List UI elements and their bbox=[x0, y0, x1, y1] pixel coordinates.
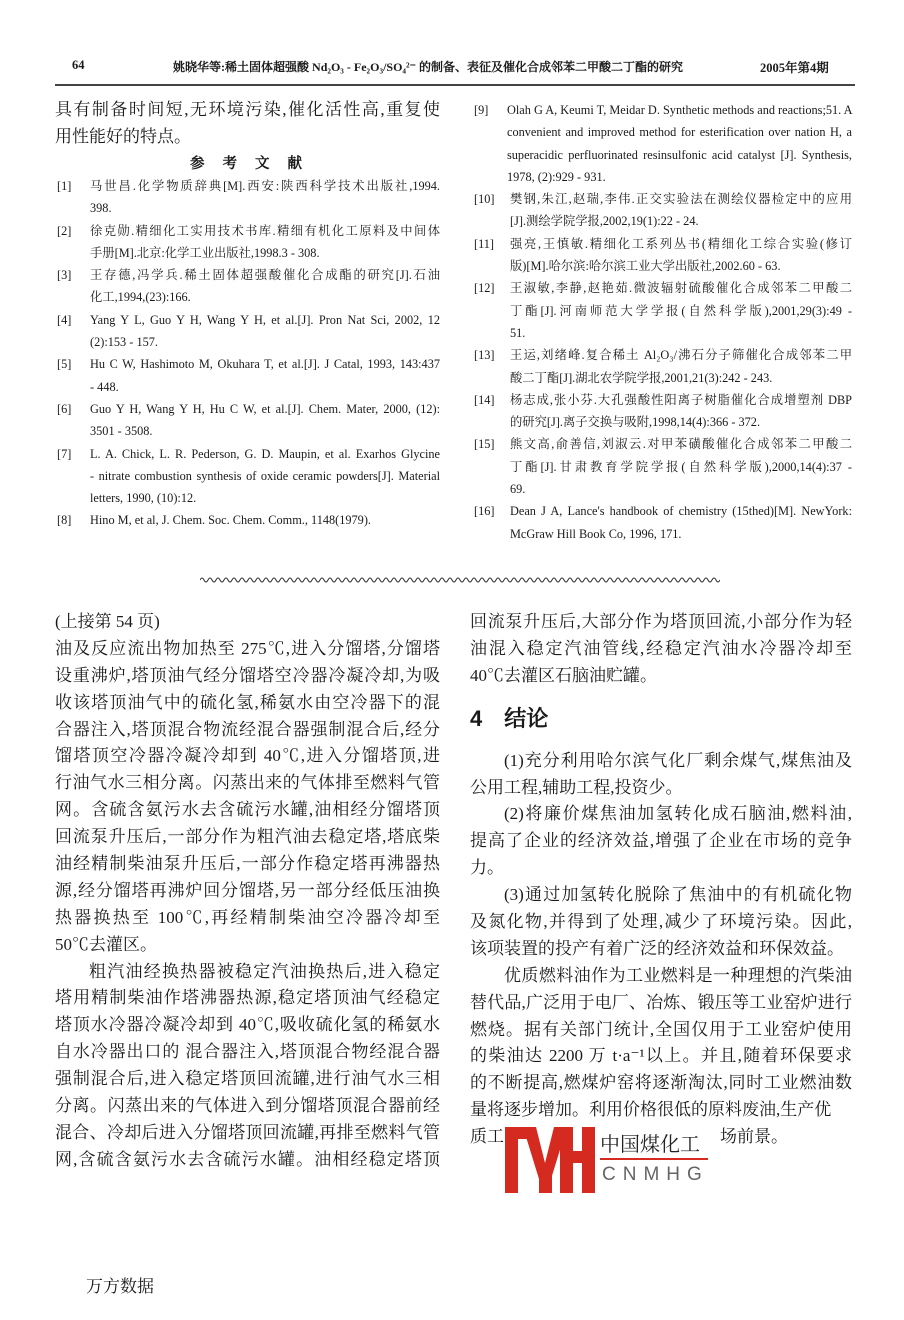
reference-number: [13] bbox=[474, 348, 495, 363]
paragraph-line: 提高了企业的经济效益,增强了企业在市场的竞争 bbox=[470, 831, 852, 851]
paragraph-line: 网,含硫含氨污水去含硫污水罐。油相经稳定塔顶 bbox=[55, 1149, 440, 1169]
paragraph-line: 强制混合后,进入稳定塔顶回流罐,进行油气水三相 bbox=[55, 1069, 440, 1089]
reference-number: [3] bbox=[57, 268, 72, 283]
paragraph-line: 的不断提高,燃煤炉窑将逐渐淘汰,同时工业燃油数 bbox=[470, 1073, 852, 1093]
paragraph-line: 设重沸炉,塔顶油气经分馏塔空冷器冷凝冷却,为吸 bbox=[55, 665, 440, 685]
paragraph-line: 塔用精制柴油作塔沸器热源,稳定塔顶油气经稳定 bbox=[55, 988, 440, 1008]
paragraph-line: 燃烧。据有关部门统计,全国仅用于工业窑炉使用 bbox=[470, 1019, 852, 1039]
reference-line: 化工,1994,(23):166. bbox=[90, 290, 191, 305]
paragraph-line: 混合、冷却后进入分馏塔顶回流罐,再排至燃料气管 bbox=[55, 1122, 440, 1142]
reference-line: Yang Y L, Guo Y H, Wang Y H, et al.[J]. Pron Nat Sci, 2002, 12 bbox=[90, 312, 440, 327]
references-heading: 参考文献 bbox=[190, 156, 320, 172]
article-right-column bbox=[470, 609, 852, 1151]
reference-line: L. A. Chick, L. R. Pederson, G. D. Maupin, et al. Exarhos Glycine bbox=[90, 446, 440, 461]
reference-number: [7] bbox=[57, 446, 72, 461]
reference-number: [4] bbox=[57, 312, 72, 327]
paragraph bbox=[470, 801, 852, 882]
reference-number: [9] bbox=[474, 103, 489, 117]
references-left bbox=[57, 175, 440, 532]
reference-item bbox=[57, 509, 440, 531]
reference-item bbox=[474, 277, 852, 344]
reference-line: 王运,刘绪峰.复合稀土 Al₂O₃/沸石分子筛催化合成邻苯二甲 bbox=[510, 348, 852, 363]
reference-line: 版)[M].哈尔滨:哈尔滨工业大学出版社,2002.60 - 63. bbox=[510, 259, 781, 274]
reference-line: Olah G A, Keumi T, Meidar D. Synthetic methods and reactions;51. A bbox=[507, 103, 853, 117]
reference-line: 手册[M].北京:化学工业出版社,1998.3 - 308. bbox=[90, 245, 320, 260]
reference-number: [14] bbox=[474, 392, 495, 407]
paragraph-line: 替代品,广泛用于电厂、冶炼、锻压等工业窑炉进行 bbox=[470, 992, 852, 1012]
reference-line: convenient and improved method for esterification over nation H, a bbox=[507, 125, 852, 140]
section-number: 4 bbox=[470, 705, 483, 731]
reference-line: 的研究[J].离子交换与吸附,1998,14(4):366 - 372. bbox=[510, 415, 761, 430]
paragraph bbox=[470, 963, 852, 1124]
reference-number: [2] bbox=[57, 223, 72, 238]
reference-item bbox=[57, 220, 440, 265]
source-footer: 万方数据 bbox=[86, 1277, 154, 1296]
reference-item bbox=[474, 99, 852, 188]
reference-number: [5] bbox=[57, 357, 72, 372]
reference-item bbox=[57, 264, 440, 309]
paragraph-line: 的柴油达 2200 万 t·a⁻¹以上。并且,随着环保要求 bbox=[470, 1046, 852, 1066]
paragraph-line: 收该塔顶油气中的硫化氢,稀氨水由空冷器下的混 bbox=[55, 692, 440, 712]
reference-item bbox=[474, 389, 852, 434]
paragraph-line: 回流泵升压后,大部分作为塔顶回流,小部分作为轻 bbox=[470, 612, 852, 631]
reference-item bbox=[474, 433, 852, 500]
page-number: 64 bbox=[72, 58, 85, 72]
reference-line: 丁酯[J].甘肃教育学院学报(自然科学版),2000,14(4):37 - bbox=[510, 459, 852, 474]
issue-label: 2005年第4期 bbox=[760, 61, 829, 75]
paragraph-line: (3)通过加氢转化脱除了焦油中的有机硫化物 bbox=[504, 885, 852, 905]
reference-number: [1] bbox=[57, 179, 72, 193]
reference-line: 马世昌.化学物质辞典[M].西安:陕西科学技术出版社,1994. bbox=[90, 179, 440, 193]
paragraph-line: 粗汽油经换热器被稳定汽油换热后,进入稳定 bbox=[89, 961, 440, 981]
reference-line: 强亮,王慎敏.精细化工系列丛书(精细化工综合实验(修订 bbox=[510, 236, 852, 251]
reference-number: [10] bbox=[474, 192, 495, 207]
paragraph-line: 塔顶水冷器冷凝冷却到 40℃,吸收硫化氢的稀氨水 bbox=[55, 1015, 440, 1035]
paragraph-line: (1)充分利用哈尔滨气化厂剩余煤气,煤焦油及 bbox=[504, 750, 852, 770]
reference-line: McGraw Hill Book Co, 1996, 171. bbox=[510, 526, 682, 541]
reference-number: [6] bbox=[57, 401, 72, 416]
reference-item bbox=[474, 344, 852, 389]
reference-number: [15] bbox=[474, 437, 495, 452]
references-right bbox=[474, 99, 852, 545]
reference-line: 王淑敏,李静,赵艳茹.微波辐射硫酸催化合成邻苯二甲酸二 bbox=[510, 281, 852, 296]
paragraph-line: 用性能好的特点。 bbox=[55, 126, 191, 146]
reference-line: 51. bbox=[510, 325, 526, 340]
paragraph-line: 油及反应流出物加热至 275℃,进入分馏塔,分馏塔 bbox=[55, 638, 440, 658]
reference-line: - 448. bbox=[90, 379, 119, 394]
section-title: 结论 bbox=[504, 705, 549, 731]
paragraph-line: 具有制备时间短,无环境污染,催化活性高,重复使 bbox=[55, 100, 440, 119]
reference-item bbox=[57, 175, 440, 220]
cnmhg-watermark-logo bbox=[505, 1127, 713, 1193]
paragraph bbox=[55, 636, 440, 959]
reference-item bbox=[474, 233, 852, 278]
reference-line: (2):153 - 157. bbox=[90, 335, 158, 350]
reference-line: 杨志成,张小芬.大孔强酸性阳离子树脂催化合成增塑剂 DBP bbox=[510, 392, 852, 407]
paragraph-line: 回流泵升压后,一部分作为粗汽油去稳定塔,塔底柴 bbox=[55, 827, 440, 847]
reference-line: 酸二丁酯[J].湖北农学院学报,2001,21(3):242 - 243. bbox=[510, 370, 773, 385]
last-line-start: 质工 bbox=[470, 1127, 504, 1147]
running-title: 姚晓华等:稀土固体超强酸 Nd₂O₃ - Fe₂O₃/SO₄²⁻ 的制备、表征及催化合成邻苯二甲酸二丁酯的研究 bbox=[173, 60, 683, 74]
reference-item bbox=[474, 188, 852, 233]
reference-line: Hino M, et al, J. Chem. Soc. Chem. Comm., 1148(1979). bbox=[90, 513, 371, 528]
paragraph-line: 公用工程,辅助工程,投资少。 bbox=[470, 777, 683, 797]
reference-line: 69. bbox=[510, 482, 526, 497]
reference-line: 熊文高,俞善信,刘淑云.对甲苯磺酸催化合成邻苯二甲酸二 bbox=[510, 437, 852, 452]
paragraph-line: 行油气水三相分离。闪蒸出来的气体排至燃料气管 bbox=[55, 773, 440, 793]
article-left-column bbox=[55, 609, 440, 1174]
paragraph-line: 合器注入,塔顶混合物流经混合器强制混合后,经分 bbox=[55, 719, 440, 739]
reference-line: 398. bbox=[90, 201, 112, 216]
reference-line: 3501 - 3508. bbox=[90, 424, 153, 439]
paragraph-line: 量将逐步增加。利用价格很低的原料废油,生产优 bbox=[470, 1100, 832, 1120]
paragraph-line: 及氮化物,并得到了处理,减少了环境污染。因此, bbox=[470, 912, 852, 932]
reference-item bbox=[57, 353, 440, 398]
reference-number: [11] bbox=[474, 236, 495, 251]
reference-line: - nitrate combustion synthesis of oxide ceramic powders[J]. Material bbox=[90, 468, 440, 483]
reference-line: 丁酯[J].河南师范大学学报(自然科学版),2001,29(3):49 - bbox=[510, 303, 852, 318]
paragraph-line: 网。含硫含氨污水去含硫污水罐,油相经分馏塔顶 bbox=[55, 800, 440, 820]
paragraph-line: 热器换热至 100℃,再经精制柴油空冷器冷却至 bbox=[55, 907, 440, 927]
watermark-rule bbox=[600, 1158, 708, 1160]
reference-item bbox=[474, 500, 852, 545]
paragraph-line: 40℃去灌区石脑油贮罐。 bbox=[470, 665, 657, 685]
paragraph-line: 源,经分馏塔再沸炉回分馏塔,另一部分经低压油换 bbox=[55, 880, 440, 900]
watermark-en-text: CNMHG bbox=[602, 1164, 709, 1185]
reference-item bbox=[57, 309, 440, 354]
reference-item bbox=[57, 398, 440, 443]
paragraph-line: 优质燃料油作为工业燃料是一种理想的汽柴油 bbox=[504, 965, 852, 985]
paragraph-line: 该项装置的投产有着广泛的经济效益和环保效益。 bbox=[470, 938, 844, 958]
paragraph bbox=[470, 882, 852, 963]
mh-logo-icon bbox=[505, 1127, 595, 1193]
last-line-end: 场前景。 bbox=[720, 1127, 788, 1147]
paragraph-line: 分离。闪蒸出来的气体进入到分馏塔顶混合器前经 bbox=[55, 1096, 440, 1116]
reference-number: [8] bbox=[57, 513, 72, 528]
reference-line: Guo Y H, Wang Y H, Hu C W, et al.[J]. Chem. Mater, 2000, (12): bbox=[90, 401, 440, 416]
top-left-text bbox=[55, 97, 440, 151]
reference-line: 王存德,冯学兵.稀土固体超强酸催化合成酯的研究[J].石油 bbox=[90, 268, 440, 283]
reference-line: Hu C W, Hashimoto M, Okuhara T, et al.[J]. J Catal, 1993, 143:437 bbox=[90, 357, 440, 372]
paragraph-line: 油经精制柴油泵升压后,一部分作稳定塔再沸器热 bbox=[55, 854, 440, 874]
section-heading bbox=[470, 696, 852, 742]
reference-number: [12] bbox=[474, 281, 495, 296]
paragraph-line: 50℃去灌区。 bbox=[55, 934, 157, 954]
watermark-cn-text: 中国煤化工 bbox=[600, 1134, 700, 1156]
reference-item bbox=[57, 443, 440, 510]
reference-line: 1978, (2):929 - 931. bbox=[507, 169, 606, 184]
paragraph bbox=[470, 748, 852, 802]
paragraph-line: 馏塔顶空冷器冷凝冷却到 40℃,进入分馏塔顶,进 bbox=[55, 746, 440, 766]
header-rule bbox=[55, 84, 855, 86]
reference-line: 樊钢,朱江,赵瑞,李伟.正交实验法在测绘仪器检定中的应用 bbox=[510, 192, 852, 207]
wavy-divider bbox=[200, 575, 720, 585]
paragraph-line: (2)将廉价煤焦油加氢转化成石脑油,燃料油, bbox=[504, 804, 852, 824]
reference-number: [16] bbox=[474, 504, 495, 519]
paragraph-line: 自水冷器出口的 混合器注入,塔顶混合物经混合器 bbox=[55, 1042, 440, 1062]
reference-line: superacidic perfluorinated resinsulfonic acid catalyst [J]. Synthesis, bbox=[507, 147, 852, 162]
reference-line: 徐克勋.精细化工实用技术书库.精细有机化工原料及中间体 bbox=[90, 223, 440, 238]
paragraph-line: 力。 bbox=[470, 858, 504, 878]
continued-note: (上接第 54 页) bbox=[55, 612, 160, 631]
reference-line: letters, 1990, (10):12. bbox=[90, 491, 197, 506]
reference-line: Dean J A, Lance's handbook of chemistry (15thed)[M]. NewYork: bbox=[510, 504, 852, 519]
paragraph-line: 油混入稳定汽油管线,经稳定汽油水冷器冷却至 bbox=[470, 638, 852, 658]
reference-line: [J].测绘学院学报,2002,19(1):22 - 24. bbox=[510, 214, 699, 229]
paragraph bbox=[55, 959, 440, 1174]
